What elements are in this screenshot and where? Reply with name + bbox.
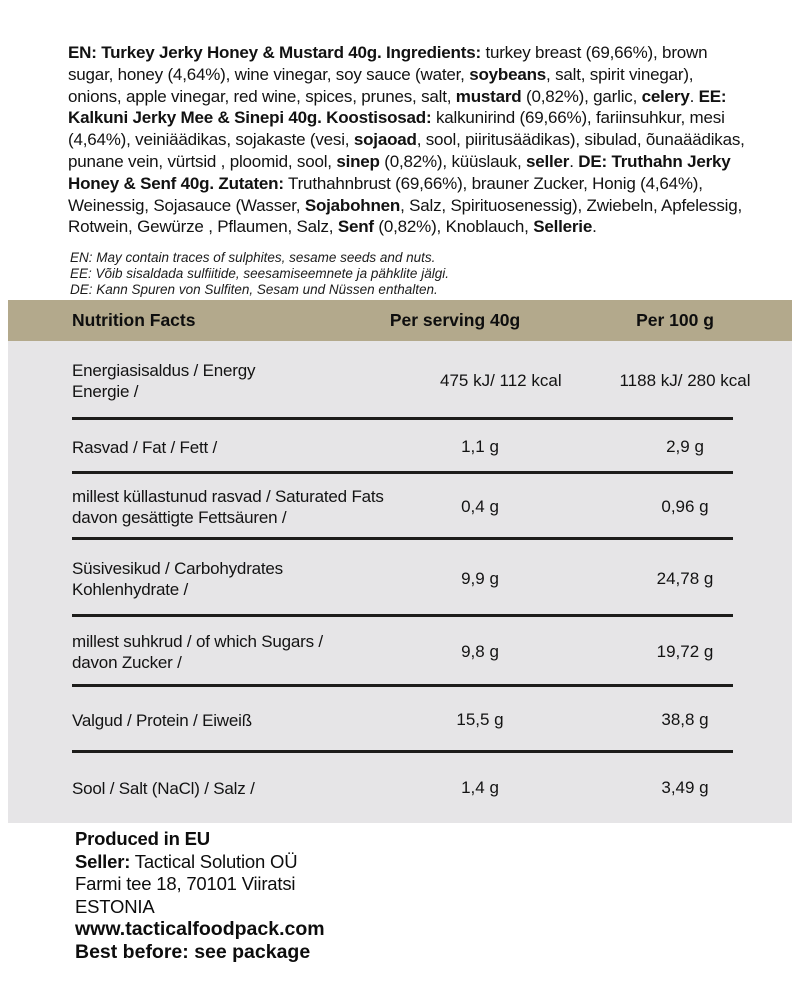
seller-country: ESTONIA	[75, 895, 155, 917]
ingredients-text: EN: Turkey Jerky Honey & Mustard 40g. Ingredients: turkey breast (69,66%), brown sugar, honey (4,64%), wine vinegar, soy sauce (water, soybeans, salt, spirit vinegar), onions, apple vinegar, red wine, spices, prunes, salt, mustard (0,82%), garlic, celery. EE: Kalkuni Jerky Mee & Sinepi 40g. Koostisosad: kalkunirind (69,66%), fariinsuhkur, mesi (4,64%), veiniäädikas, sojakaste (vesi, sojaoad, sool, piiritusäädikas), sibulad, õunaäädikas, punane vein, vürtsid , ploomid, sool, sinep (0,82%), küüslauk, seller. DE: Truthahn Jerky Honey & Senf 40g. Zutaten: Truthahnbrust (69,66%), brauner Zucker, Honig (4,64%), Weinessig, Sojasauce (Wasser, Sojabohnen, Salz, Spirituosenessig), Zwiebeln, Apfelessig, Rotwein, Gewürze , Pflaumen, Salz, Senf (0,82%), Knoblauch, Sellerie.	[68, 43, 745, 237]
per100-value: 2,9 g	[666, 437, 704, 456]
nutrient-label: Energiasisaldus / Energy Energie /	[72, 360, 256, 401]
nutrition-facts-title: Nutrition Facts	[72, 310, 196, 330]
nutrient-label: Valgud / Protein / Eiweiß	[72, 710, 252, 730]
per100-value: 0,96 g	[661, 497, 709, 516]
serving-value: 0,4 g	[461, 497, 499, 516]
seller-value: Tactical Solution OÜ	[130, 850, 298, 872]
producer-info	[75, 828, 635, 964]
table-row-protein	[8, 687, 792, 753]
per100-value: 38,8 g	[661, 710, 709, 729]
table-row-salt	[8, 753, 792, 823]
best-before: Best before: see package	[75, 940, 311, 963]
serving-value: 15,5 g	[456, 710, 504, 729]
serving-value: 9,8 g	[461, 642, 499, 661]
seller-line	[75, 851, 635, 874]
allergen-note-de: DE: Kann Spuren von Sulfiten, Sesam und Nüssen enthalten.	[70, 281, 438, 297]
table-row-fat	[8, 420, 792, 474]
table-row-carbohydrates	[8, 540, 792, 617]
per100-value: 24,78 g	[656, 568, 714, 588]
nutrient-label: millest suhkrud / of which Sugars / davon Zucker /	[72, 632, 323, 672]
allergen-notes	[70, 250, 710, 297]
per-serving-column-header: Per serving 40g	[389, 310, 521, 330]
serving-value: 9,9 g	[461, 568, 499, 588]
serving-value: 1,1 g	[461, 437, 499, 456]
per100-value: 3,49 g	[661, 778, 709, 797]
nutrient-label: Süsivesikud / Carbohydrates Kohlenhydrate /	[72, 558, 283, 599]
per-100g-column-header: Per 100 g	[636, 310, 714, 330]
nutrition-table	[8, 341, 792, 823]
website-text: www.tacticalfoodpack.com	[75, 918, 325, 941]
serving-value: 1,4 g	[461, 778, 499, 797]
serving-value: 475 kJ/ 112 kcal	[440, 370, 562, 390]
nutrient-label: Rasvad / Fat / Fett /	[72, 437, 218, 457]
table-row-sugars	[8, 617, 792, 687]
allergen-note-en: EN: May contain traces of sulphites, sesame seeds and nuts.	[70, 250, 436, 265]
table-row-saturated-fat	[8, 474, 792, 540]
table-row-energy	[8, 341, 792, 420]
allergen-note-ee: EE: Võib sisaldada sulfiitide, seesamiseemnete ja pähklite jälgi.	[70, 265, 449, 281]
nutrition-header-band	[8, 300, 792, 341]
per100-value: 19,72 g	[656, 642, 714, 661]
produced-in: Produced in EU	[75, 828, 210, 849]
seller-address: Farmi tee 18, 70101 Viiratsi	[75, 873, 296, 895]
seller-label: Seller:	[75, 850, 131, 872]
nutrient-label: millest küllastunud rasvad / Saturated Fats davon gesättigte Fettsäuren /	[72, 487, 384, 527]
per100-value: 1188 kJ/ 280 kcal	[619, 370, 751, 390]
nutrient-label: Sool / Salt (NaCl) / Salz /	[72, 778, 255, 798]
